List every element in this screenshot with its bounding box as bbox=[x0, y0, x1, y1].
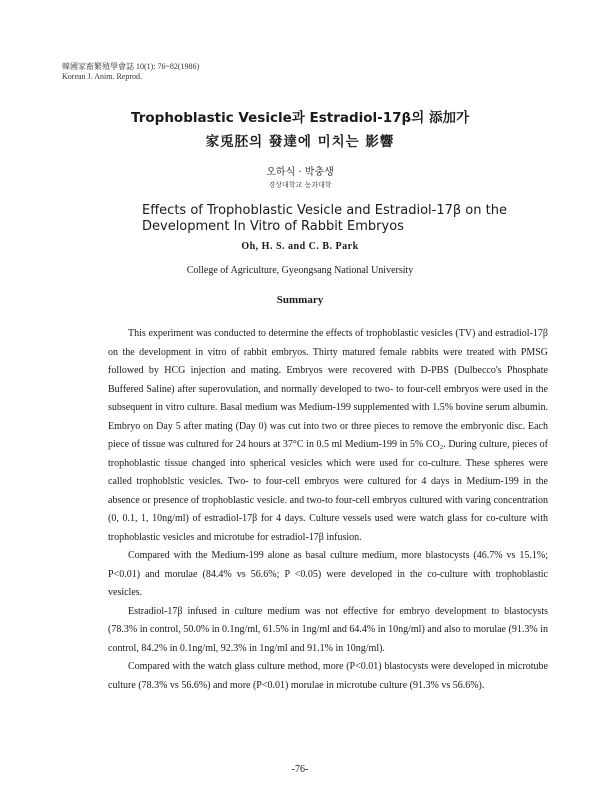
korean-authors: 오하식 · 박충생 bbox=[266, 167, 334, 178]
paragraph: Compared with the Medium-199 alone as basal culture medium, more blastocysts (46.7% vs 15.1%; P<0.01) and morulae (84.4% vs 56.6%; P <0.05) were developed in the co-culture with trophoblastic vesicles. bbox=[108, 550, 548, 598]
journal-citation: 韓國家畜繁殖學會誌 10(1): 76~82(1986) bbox=[62, 62, 200, 71]
journal-name: Korean J. Anim. Reprod. bbox=[62, 72, 142, 81]
summary-body bbox=[108, 325, 548, 695]
paragraph: This experiment was conducted to determine the effects of trophoblastic vesicles (TV) and estradiol-17β on the development in vitro of rabbit embryos. Thirty matured female rabbits were treated with PMSG followed by HCG injection and mating. Embryos were recovered with D-PBS (Dulbecco's Phosphate Buffered Saline) after superovulation, and normally developed to two- to four-cell embryos were used in the subsequent in vitro culture. Basal medium was Medium-199 supplemented with 1.5% bovine serum albumin. Embryo on Day 5 after mating (Day 0) was cut into two or three pieces to remove the embryonic disc. Each piece of tissue was cultured for 24 hours at 37°C in 0.5 ml Medium-199 in 5% CO₂. During culture, pieces of trophoblastic tissue changed into spherical vesicles which were used for co-culture. These spheres were called trophoblstic vesicles. Two- to four-cell embryos were cultured for 4 days in Medium-199 in the absence or presence of trophoblastic vesicle. and two-to four-cell embryos cultured with varing concentration (0, 0.1, 1, 10ng/ml) of estradiol-17β for 4 days. Culture vessels used were watch glass for co-culture with trophoblastic vesicles and microtube for estradiol-17β infusion. bbox=[108, 328, 548, 543]
journal-header bbox=[62, 62, 199, 82]
english-title bbox=[142, 203, 542, 235]
korean-affiliation: 경상대학교 농과대학 bbox=[268, 181, 332, 189]
english-authors: Oh, H. S. and C. B. Park bbox=[241, 241, 359, 252]
english-title-line-1: Effects of Trophoblastic Vesicle and Estradiol-17β on the bbox=[142, 203, 507, 218]
english-title-line-2: Development In Vitro of Rabbit Embryos bbox=[142, 219, 404, 234]
paragraph: Estradiol-17β infused in culture medium was not effective for embryo development to blastocysts (78.3% in control, 50.0% in 0.1ng/ml, 61.5% in 1ng/ml and 64.4% in 10ng/ml) and also to morulae (91.3% in control, 84.2% in 0.1ng/ml, 92.3% in 1ng/ml and 91.1% in 10ng/ml). bbox=[108, 605, 548, 654]
page-number: -76- bbox=[291, 764, 309, 775]
paragraph: Compared with the watch glass culture method, more (P<0.01) blastocysts were developed in microtube culture (78.3% vs 56.6%) and more (P<0.01) morulae in microtube culture (91.3% vs 56.6%). bbox=[108, 661, 548, 691]
english-affiliation: College of Agriculture, Gyeongsang National University bbox=[186, 265, 414, 276]
korean-title-line-1: Trophoblastic Vesicle과 Estradiol-17β의 添加가 bbox=[131, 110, 469, 126]
section-heading: Summary bbox=[276, 294, 324, 306]
korean-title-line-2: 家兎胚의 發達에 미치는 影響 bbox=[205, 134, 395, 150]
